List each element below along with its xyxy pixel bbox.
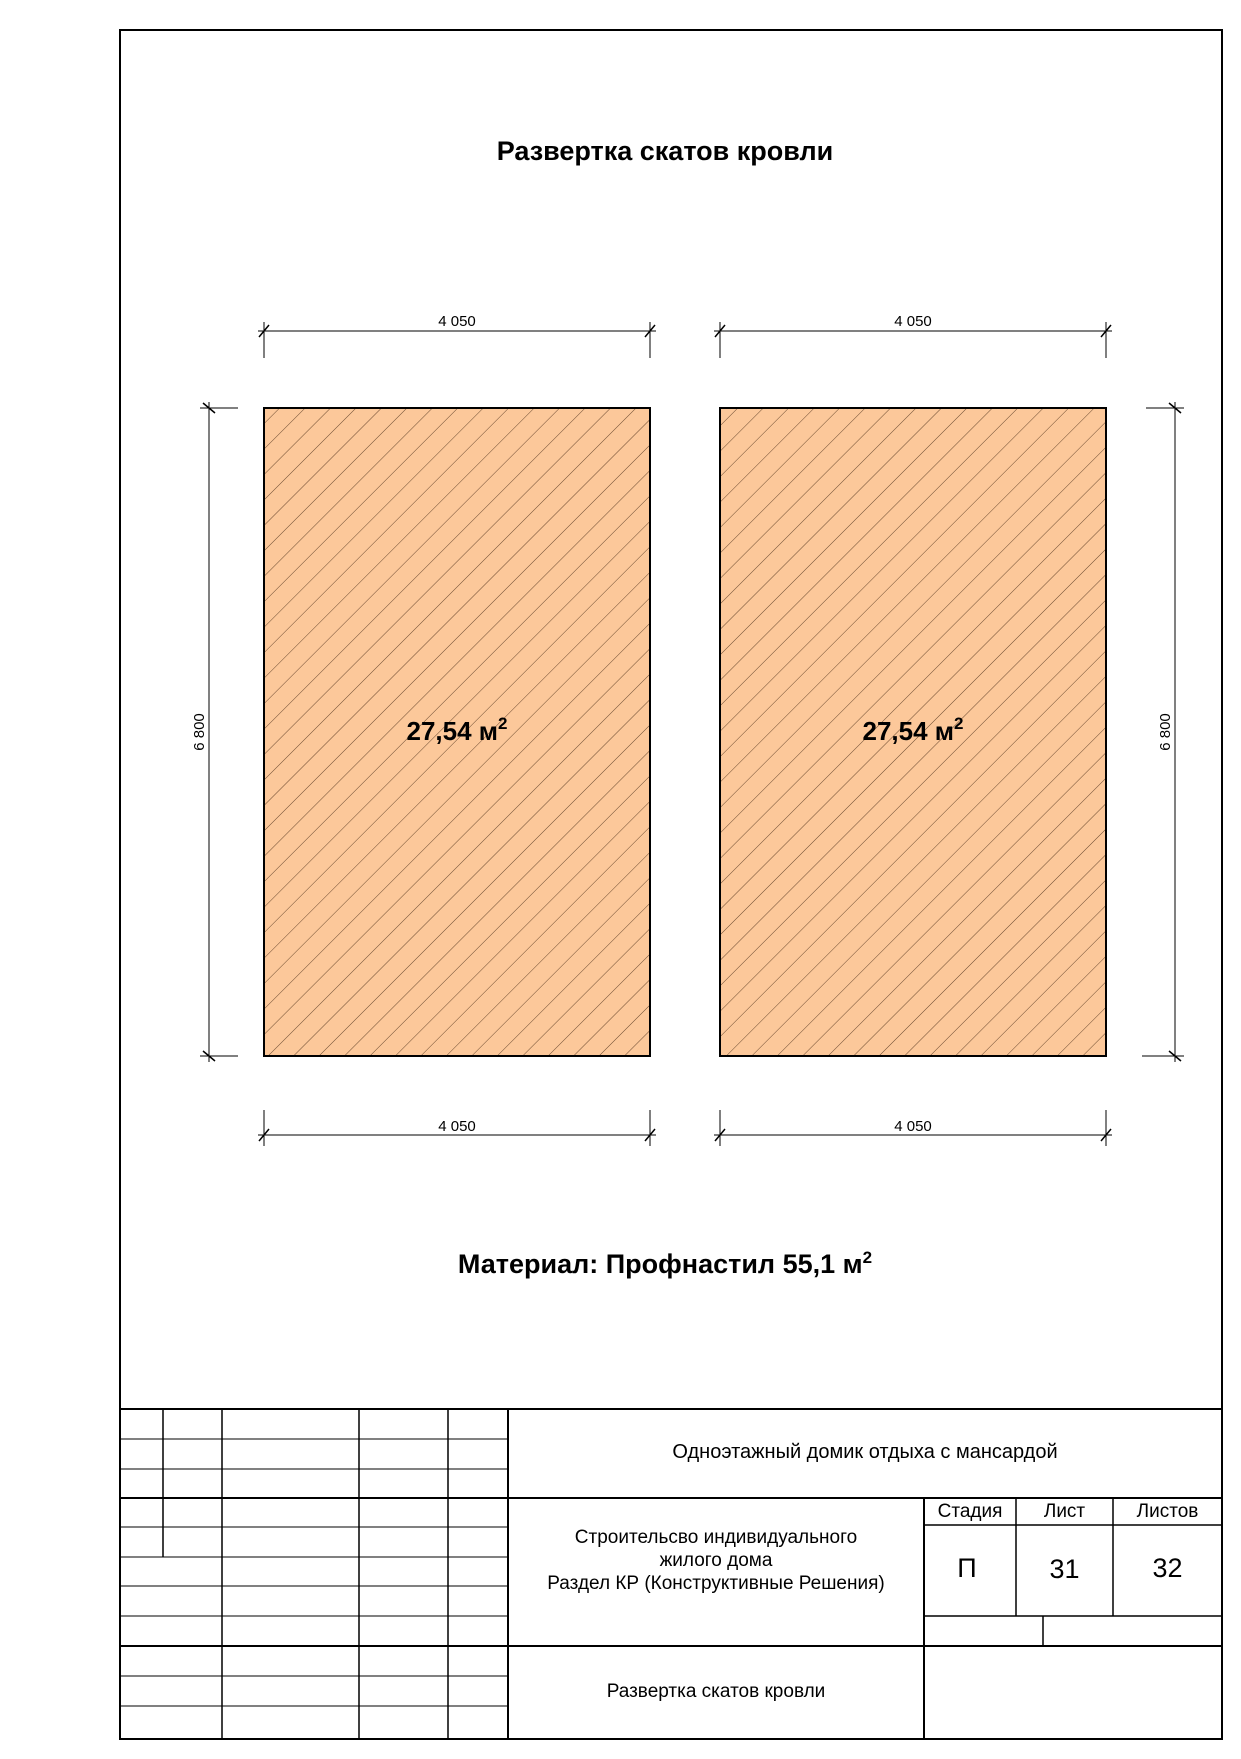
material-label: Материал: Профнастил 55,1 $м^2$ <box>457 1248 873 1279</box>
dimension-label: 6 800 <box>1157 713 1174 751</box>
description-line: Строительсво индивидуального <box>574 1527 858 1548</box>
panel-area-label: 27,54 $м^2$ <box>406 714 508 746</box>
roof-panel-left <box>264 408 650 1056</box>
sheet-name: Развертка скатов кровли <box>606 1681 826 1702</box>
dimension-label: 6 800 <box>191 713 208 751</box>
dimension-label: 4 050 <box>438 313 476 330</box>
stage-header: Стадия <box>937 1501 1003 1522</box>
dimension-label: 4 050 <box>894 1118 932 1135</box>
sheets-header: Листов <box>1136 1501 1199 1522</box>
sheet-header: Лист <box>1043 1501 1086 1522</box>
roof-panel-right <box>720 408 1106 1056</box>
project-name: Одноэтажный домик отдыха с мансардой <box>672 1441 1058 1463</box>
description-line: жилого дома <box>659 1550 773 1571</box>
description-line: Раздел КР (Конструктивные Решения) <box>547 1573 885 1594</box>
panel-area-label: 27,54 $м^2$ <box>862 714 964 746</box>
project-description <box>508 1526 924 1595</box>
sheets-value: 32 <box>1152 1553 1183 1583</box>
dimension-label: 4 050 <box>894 313 932 330</box>
page-title: Развертка скатов кровли <box>496 136 834 166</box>
dimension-label: 4 050 <box>438 1118 476 1135</box>
stage-value: П <box>957 1553 977 1583</box>
sheet-value: 31 <box>1049 1554 1080 1584</box>
